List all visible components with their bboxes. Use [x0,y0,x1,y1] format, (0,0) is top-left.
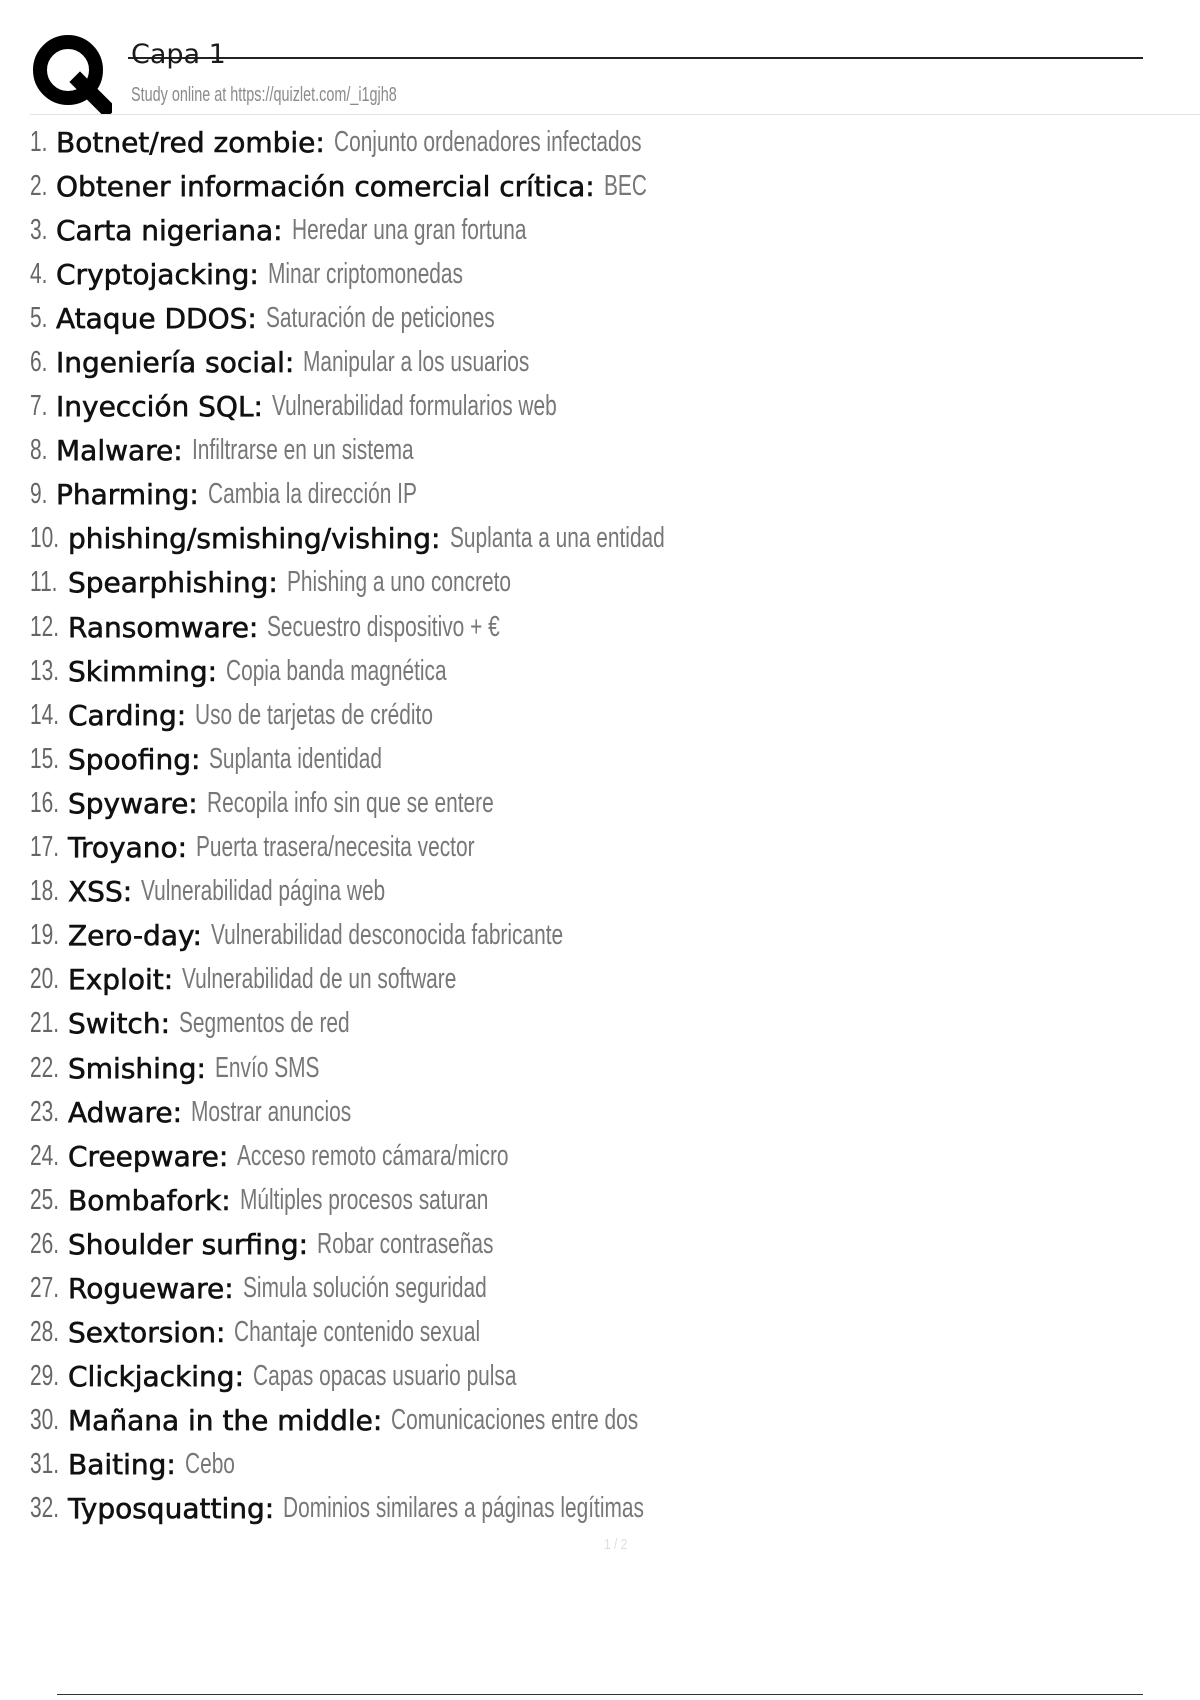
term-label: Creepware: [68,1139,229,1173]
list-item [30,649,784,693]
list-item [30,605,784,649]
item-number: 18. [30,875,60,908]
term-definition: Envío SMS [214,1051,320,1084]
item-number: 16. [30,786,60,819]
item-number: 27. [30,1271,60,1304]
term-list [30,120,784,1531]
term-label: Clickjacking: [68,1360,244,1394]
term-label: Carding: [68,698,187,732]
list-item [30,781,784,825]
term-definition: Cambia la dirección IP [207,478,417,511]
term-label: Spoofing: [68,742,201,776]
term-definition: Heredar una gran fortuna [291,213,527,246]
list-item [30,1090,784,1134]
page-title: Capa 1 [131,39,226,70]
term-definition: Dominios similares a páginas legítimas [283,1492,645,1525]
list-item [30,870,784,914]
item-number: 21. [30,1007,60,1040]
list-item [30,826,784,870]
term-definition: Suplanta a una entidad [449,522,665,555]
list-item [30,1178,784,1222]
term-definition: Manipular a los usuarios [303,346,530,379]
item-number: 17. [30,831,60,864]
term-label: XSS: [68,875,133,909]
item-number: 23. [30,1095,60,1128]
list-item [30,296,784,340]
item-number: 11. [30,566,58,599]
term-definition: Múltiples procesos saturan [239,1183,489,1216]
header-divider [30,114,1200,115]
term-label: Skimming: [68,654,218,688]
term-label: Spearphishing: [68,566,278,600]
list-item [30,1134,784,1178]
term-definition: Comunicaciones entre dos [391,1404,639,1437]
term-label: Rogueware: [68,1271,234,1305]
term-definition: Phishing a uno concreto [286,566,511,599]
list-item [30,693,784,737]
term-definition: Vulnerabilidad desconocida fabricante [210,919,564,952]
term-definition: Minar criptomonedas [267,257,463,290]
quizlet-logo-icon [30,32,112,114]
list-item [30,1002,784,1046]
list-item [30,252,784,296]
list-item [30,517,784,561]
footer-divider [57,1694,1143,1695]
list-item [30,120,784,164]
term-label: Botnet/red zombie: [56,125,325,159]
term-label: Pharming: [56,478,199,512]
list-item [30,429,784,473]
term-definition: Acceso remoto cámara/micro [237,1139,509,1172]
term-label: Ransomware: [68,610,259,644]
term-definition: Secuestro dispositivo + € [267,610,501,643]
list-item [30,914,784,958]
item-number: 4. [30,257,48,290]
item-number: 15. [30,742,60,775]
term-label: Malware: [56,434,183,468]
list-item [30,473,784,517]
term-definition: Mostrar anuncios [191,1095,352,1128]
item-number: 30. [30,1404,60,1437]
item-number: 3. [30,213,48,246]
term-label: Switch: [68,1007,171,1041]
list-item [30,737,784,781]
item-number: 25. [30,1183,60,1216]
item-number: 8. [30,434,48,467]
term-label: Inyección SQL: [56,390,263,424]
term-definition: Saturación de peticiones [265,301,495,334]
term-label: Adware: [68,1095,183,1129]
item-number: 10. [30,522,60,555]
term-definition: Vulnerabilidad formularios web [272,390,557,423]
item-number: 20. [30,963,60,996]
term-definition: Copia banda magnética [226,654,447,687]
term-label: Exploit: [68,963,174,997]
item-number: 32. [30,1492,60,1525]
list-item [30,1266,784,1310]
item-number: 5. [30,301,48,334]
list-item [30,561,784,605]
term-definition: BEC [603,169,647,202]
term-label: Ingeniería social: [56,346,295,380]
term-label: Carta nigeriana: [56,213,283,247]
term-label: Sextorsion: [68,1316,226,1350]
term-definition: Cebo [184,1448,235,1481]
list-item [30,208,784,252]
term-label: Smishing: [68,1051,206,1085]
term-label: Spyware: [68,786,198,820]
item-number: 2. [30,169,48,202]
item-number: 31. [30,1448,60,1481]
term-definition: Uso de tarjetas de crédito [195,698,434,731]
item-number: 7. [30,390,48,423]
term-definition: Puerta trasera/necesita vector [196,831,475,864]
term-label: Obtener información comercial crítica: [56,169,595,203]
term-definition: Recopila info sin que se entere [206,786,494,819]
term-definition: Vulnerabilidad de un software [182,963,457,996]
item-number: 12. [30,610,60,643]
item-number: 29. [30,1360,60,1393]
term-definition: Capas opacas usuario pulsa [253,1360,517,1393]
item-number: 28. [30,1316,60,1349]
study-online-link[interactable]: Study online at https://quizlet.com/_i1gjh8 [131,84,397,106]
term-definition: Segmentos de red [179,1007,350,1040]
list-item [30,340,784,384]
term-definition: Simula solución seguridad [242,1271,487,1304]
term-definition: Conjunto ordenadores infectados [333,125,642,158]
term-label: Shoulder surfing: [68,1227,309,1261]
term-label: Zero-day: [68,919,202,953]
page-number: 1 / 2 [604,1536,628,1553]
term-label: Baiting: [68,1448,176,1482]
item-number: 1. [30,125,48,158]
item-number: 24. [30,1139,60,1172]
term-label: Typosquatting: [68,1492,275,1526]
item-number: 19. [30,919,60,952]
list-item [30,1311,784,1355]
item-number: 26. [30,1227,60,1260]
item-number: 6. [30,346,48,379]
header-underline [128,57,1143,59]
term-label: Ataque DDOS: [56,301,257,335]
list-item [30,1046,784,1090]
term-definition: Infiltrarse en un sistema [191,434,414,467]
term-label: Bombafork: [68,1183,231,1217]
list-item [30,1399,784,1443]
term-label: phishing/smishing/vishing: [68,522,441,556]
list-item [30,958,784,1002]
term-label: Troyano: [68,831,188,865]
list-item [30,1222,784,1266]
list-item [30,164,784,208]
term-label: Mañana in the middle: [68,1404,383,1438]
list-item [30,1355,784,1399]
list-item [30,385,784,429]
term-definition: Robar contraseñas [317,1227,494,1260]
item-number: 9. [30,478,48,511]
term-definition: Chantaje contenido sexual [234,1316,481,1349]
item-number: 13. [30,654,60,687]
term-definition: Suplanta identidad [209,742,383,775]
term-definition: Vulnerabilidad página web [141,875,386,908]
item-number: 22. [30,1051,60,1084]
list-item [30,1487,784,1531]
item-number: 14. [30,698,60,731]
term-label: Cryptojacking: [56,257,259,291]
list-item [30,1443,784,1487]
